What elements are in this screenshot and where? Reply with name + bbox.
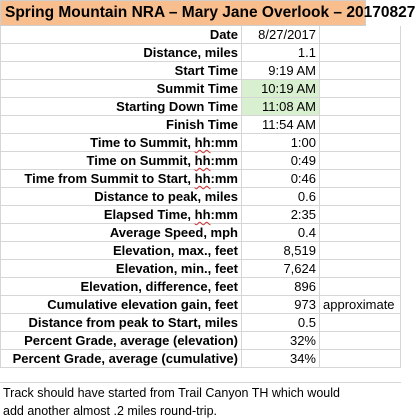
row-extra[interactable] <box>320 98 401 116</box>
row-extra[interactable] <box>320 206 401 224</box>
row-extra[interactable] <box>320 278 401 296</box>
row-value[interactable]: 11:08 AM <box>242 98 320 116</box>
row-extra[interactable] <box>320 152 401 170</box>
row-label-suffix: :mm <box>210 207 238 222</box>
row-label[interactable] <box>0 170 242 188</box>
row-label[interactable] <box>0 134 242 152</box>
spellcheck-word: hh <box>194 207 211 222</box>
row-label[interactable]: Starting Down Time <box>0 98 242 116</box>
table-row <box>0 116 401 134</box>
row-label[interactable]: Elevation, max., feet <box>0 242 242 260</box>
row-label[interactable]: Date <box>0 26 242 44</box>
table-row <box>0 26 401 44</box>
table-row <box>0 80 401 98</box>
row-label[interactable]: Distance from peak to Start, miles <box>0 314 242 332</box>
row-extra[interactable] <box>320 260 401 278</box>
row-extra[interactable] <box>320 314 401 332</box>
row-value[interactable]: 0:46 <box>242 170 320 188</box>
row-value[interactable]: 10:19 AM <box>242 80 320 98</box>
sheet-title[interactable]: Spring Mountain NRA – Mary Jane Overlook – 20170827 <box>0 0 366 26</box>
row-label-text: Time to Summit, <box>90 135 195 150</box>
table-row <box>0 278 401 296</box>
row-label-text: Time on Summit, <box>86 153 195 168</box>
row-value[interactable]: 896 <box>242 278 320 296</box>
row-label[interactable]: Distance to peak, miles <box>0 188 242 206</box>
row-label-text: Time from Summit to Start, <box>24 171 195 186</box>
row-label[interactable]: Elevation, min., feet <box>0 260 242 278</box>
row-label[interactable] <box>0 152 242 170</box>
row-label[interactable]: Start Time <box>0 62 242 80</box>
row-extra[interactable] <box>320 224 401 242</box>
row-value[interactable]: 0.6 <box>242 188 320 206</box>
table-row <box>0 170 401 188</box>
spellcheck-word: hh <box>194 135 211 150</box>
row-label[interactable]: Percent Grade, average (cumulative) <box>0 350 242 368</box>
row-extra[interactable] <box>320 170 401 188</box>
row-extra[interactable] <box>320 188 401 206</box>
table-row <box>0 242 401 260</box>
note-line-2: add another almost .2 miles round-trip. <box>3 404 217 418</box>
table-row <box>0 134 401 152</box>
row-value[interactable]: 1:00 <box>242 134 320 152</box>
row-extra[interactable] <box>320 134 401 152</box>
row-label[interactable]: Summit Time <box>0 80 242 98</box>
row-value[interactable]: 2:35 <box>242 206 320 224</box>
row-label[interactable]: Elevation, difference, feet <box>0 278 242 296</box>
table-row <box>0 350 401 368</box>
row-label[interactable]: Average Speed, mph <box>0 224 242 242</box>
row-extra[interactable] <box>320 26 401 44</box>
row-value[interactable]: 8/27/2017 <box>242 26 320 44</box>
row-label-suffix: :mm <box>210 171 238 186</box>
table-row <box>0 44 401 62</box>
table-row <box>0 188 401 206</box>
row-extra[interactable] <box>320 80 401 98</box>
row-label[interactable]: Distance, miles <box>0 44 242 62</box>
row-label-text: Elapsed Time, <box>103 207 195 222</box>
row-value[interactable]: 11:54 AM <box>242 116 320 134</box>
note-cell[interactable] <box>0 382 401 420</box>
row-label-suffix: :mm <box>210 153 238 168</box>
spellcheck-word: hh <box>194 171 211 186</box>
row-extra[interactable] <box>320 62 401 80</box>
table-row <box>0 206 401 224</box>
row-value[interactable]: 0.5 <box>242 314 320 332</box>
table-row <box>0 224 401 242</box>
row-value[interactable]: 0.4 <box>242 224 320 242</box>
table-row <box>0 98 401 116</box>
row-value[interactable]: 8,519 <box>242 242 320 260</box>
row-label[interactable] <box>0 206 242 224</box>
row-value[interactable]: 7,624 <box>242 260 320 278</box>
row-extra[interactable] <box>320 44 401 62</box>
row-extra[interactable] <box>320 332 401 350</box>
table-row <box>0 332 401 350</box>
row-value[interactable]: 34% <box>242 350 320 368</box>
row-value[interactable]: 0:49 <box>242 152 320 170</box>
row-value[interactable]: 9:19 AM <box>242 62 320 80</box>
row-label[interactable]: Cumulative elevation gain, feet <box>0 296 242 314</box>
table-row <box>0 62 401 80</box>
row-extra[interactable] <box>320 350 401 368</box>
spellcheck-word: hh <box>194 153 211 168</box>
table-row <box>0 314 401 332</box>
note-line-1: Track should have started from Trail Canyon TH which would <box>3 386 340 400</box>
row-extra[interactable]: approximate <box>320 296 401 314</box>
table-row <box>0 152 401 170</box>
row-value[interactable]: 32% <box>242 332 320 350</box>
row-label-suffix: :mm <box>210 135 238 150</box>
row-label[interactable]: Finish Time <box>0 116 242 134</box>
row-value[interactable]: 973 <box>242 296 320 314</box>
row-label[interactable]: Percent Grade, average (elevation) <box>0 332 242 350</box>
table-row <box>0 260 401 278</box>
row-value[interactable]: 1.1 <box>242 44 320 62</box>
table-row <box>0 296 401 314</box>
row-extra[interactable] <box>320 242 401 260</box>
row-extra[interactable] <box>320 116 401 134</box>
